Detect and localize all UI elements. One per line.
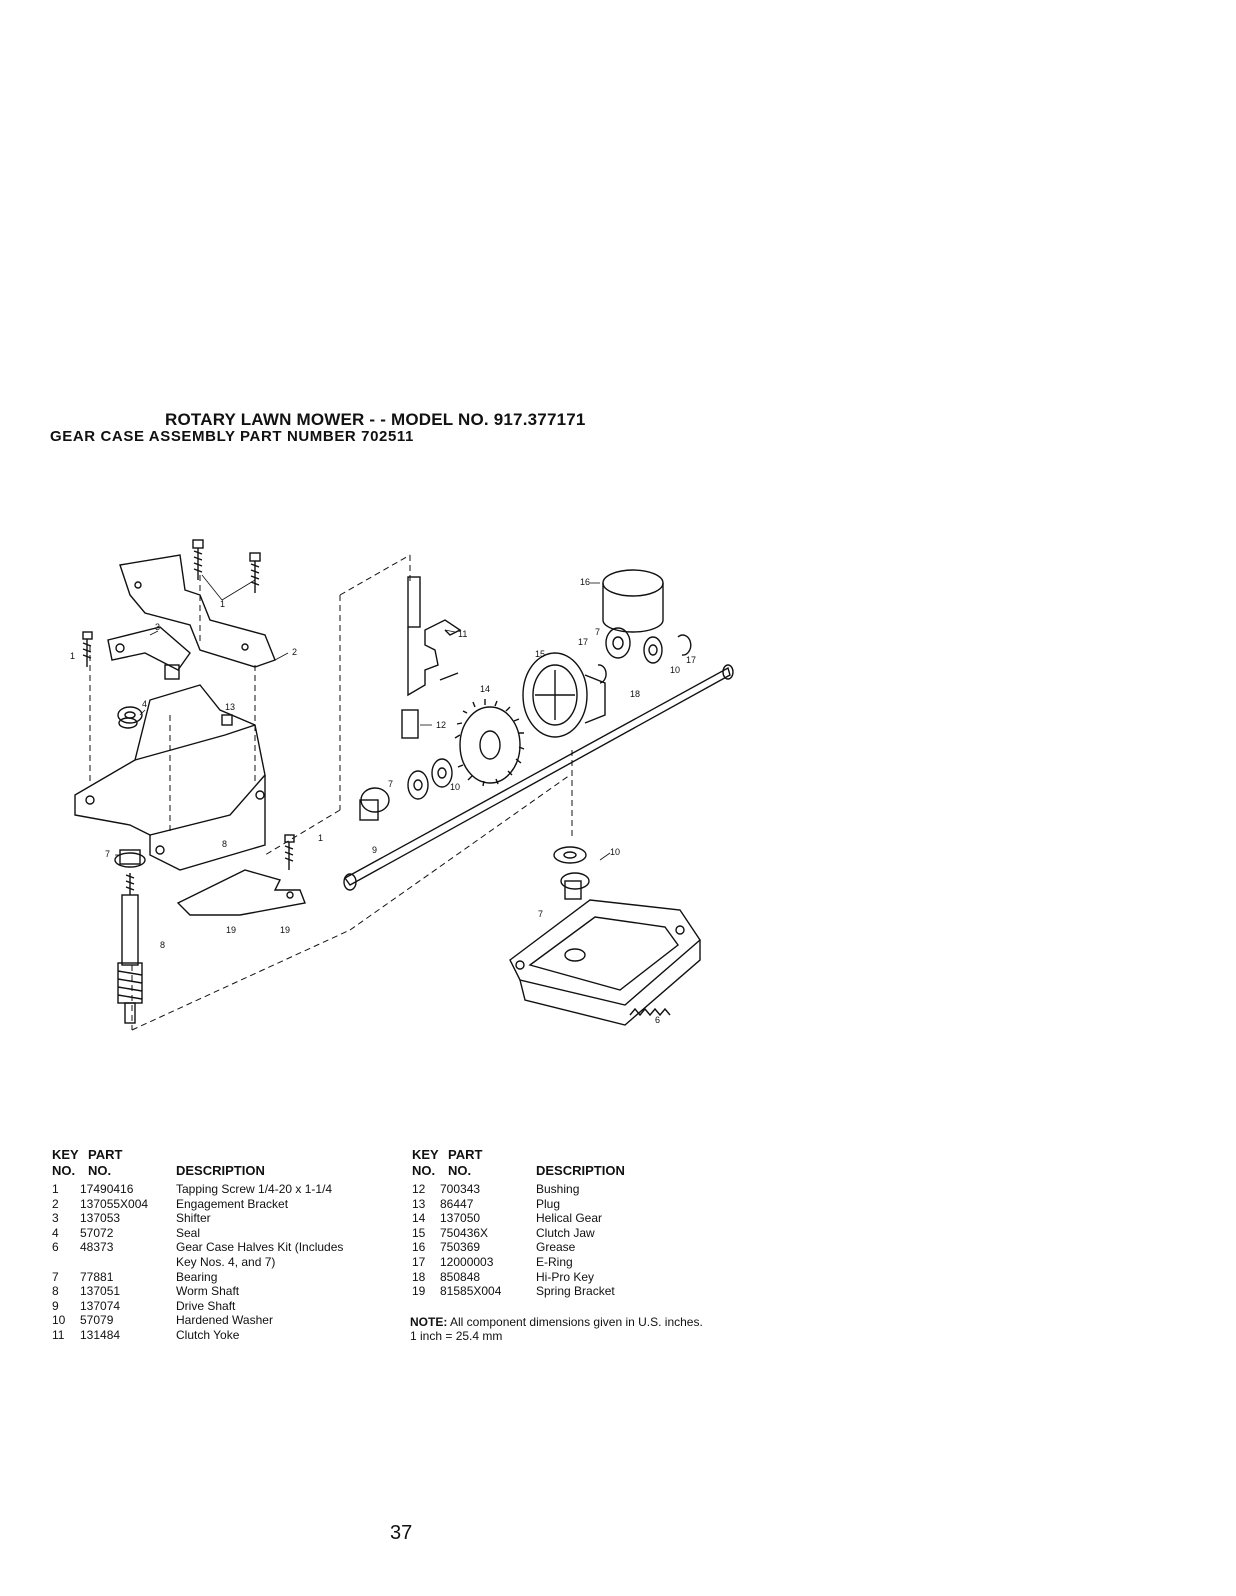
callout-number: 7 — [105, 849, 111, 859]
table-row: 14 137050 Helical Gear — [412, 1211, 603, 1226]
table-row: 4 57072 Seal — [52, 1225, 201, 1240]
callout-number: 6 — [655, 1015, 661, 1025]
table-row: 2 137055X004 Engagement Bracket — [52, 1196, 289, 1211]
callout-number: 1 — [70, 651, 76, 661]
callout-number: 7 — [538, 909, 544, 919]
exploded-parts-diagram — [50, 535, 750, 1045]
parts-table-header: KEY NO. PART NO. DESCRIPTION — [52, 1147, 265, 1178]
callout-number: 12 — [436, 720, 447, 730]
note-conversion: 1 inch = 25.4 mm — [410, 1329, 503, 1343]
table-row: 12 700343 Bushing — [412, 1182, 580, 1196]
callout-number: 8 — [222, 839, 228, 849]
callout-number: 1 — [220, 599, 226, 609]
table-row: 19 81585X004 Spring Bracket — [412, 1284, 615, 1299]
callout-number: 4 — [142, 699, 148, 709]
callout-number: 18 — [630, 689, 641, 699]
table-row: 7 77881 Bearing — [52, 1269, 218, 1284]
callout-number: 15 — [535, 649, 546, 659]
leader-lines — [115, 575, 610, 860]
callout-number: 10 — [670, 665, 681, 675]
callout-number: 16 — [580, 577, 591, 587]
table-row: 1 17490416 Tapping Screw 1/4-20 x 1-1/4 — [52, 1182, 333, 1196]
callout-number: 14 — [480, 684, 491, 694]
drive-shaft-drawing — [344, 665, 733, 890]
table-row: 6 48373 Gear Case Halves Kit (Includes — [52, 1240, 344, 1255]
clutch-jaw-drawing — [523, 653, 605, 737]
callout-number: 13 — [225, 702, 236, 712]
callout-number: 7 — [388, 779, 394, 789]
table-row: 15 750436X Clutch Jaw — [412, 1225, 595, 1240]
page-title: ROTARY LAWN MOWER - - MODEL NO. 917.377171 — [165, 410, 586, 429]
callout-number: 10 — [450, 782, 461, 792]
page-number: 37 — [390, 1522, 413, 1544]
worm-shaft-drawing — [115, 850, 145, 1023]
grease-container-drawing — [603, 570, 663, 632]
callout-number: 7 — [595, 627, 601, 637]
bearings-washers-drawing — [360, 628, 691, 899]
shifter-drawing — [108, 627, 190, 679]
note-text: All component dimensions given in U.S. inches. — [447, 1315, 703, 1329]
callout-labels — [70, 577, 696, 1025]
callout-number: 2 — [292, 647, 298, 657]
dimensions-note — [410, 1315, 703, 1343]
parts-table-left — [52, 1148, 392, 1343]
table-row: 10 57079 Hardened Washer — [52, 1313, 273, 1328]
callout-number: 10 — [610, 847, 621, 857]
callout-number: 19 — [226, 925, 237, 935]
seal-and-plug-drawing — [119, 715, 232, 728]
table-row: 3 137053 Shifter — [52, 1211, 211, 1226]
table-row: 13 86447 Plug — [412, 1196, 561, 1211]
note-label: NOTE: — [410, 1315, 448, 1329]
spring-bracket-drawing — [178, 870, 305, 915]
table-row: 18 850848 Hi-Pro Key — [412, 1269, 595, 1284]
callout-number: 1 — [318, 833, 324, 843]
helical-gear-drawing — [455, 699, 524, 786]
page-subtitle: GEAR CASE ASSEMBLY PART NUMBER 702511 — [50, 428, 414, 445]
callout-number: 17 — [686, 655, 697, 665]
table-row: 11 131484 Clutch Yoke — [52, 1327, 240, 1342]
parts-table-right — [412, 1148, 772, 1299]
callout-number: 11 — [458, 629, 468, 639]
tapping-screw-drawing — [83, 540, 294, 870]
table-row: Key Nos. 4, and 7) — [176, 1254, 276, 1269]
callout-number: 9 — [372, 845, 378, 855]
parts-table-header: KEY NO. PART NO. DESCRIPTION — [412, 1147, 625, 1178]
callout-number: 3 — [155, 622, 161, 632]
callout-number: 19 — [280, 925, 291, 935]
table-row: 8 137051 Worm Shaft — [52, 1284, 240, 1299]
callout-number: 17 — [578, 637, 589, 647]
clutch-yoke-drawing — [402, 577, 460, 738]
callout-number: 8 — [160, 940, 166, 950]
table-row: 17 12000003 E-Ring — [412, 1254, 573, 1269]
table-row: 16 750369 Grease — [412, 1240, 576, 1255]
table-row: 9 137074 Drive Shaft — [52, 1298, 236, 1313]
